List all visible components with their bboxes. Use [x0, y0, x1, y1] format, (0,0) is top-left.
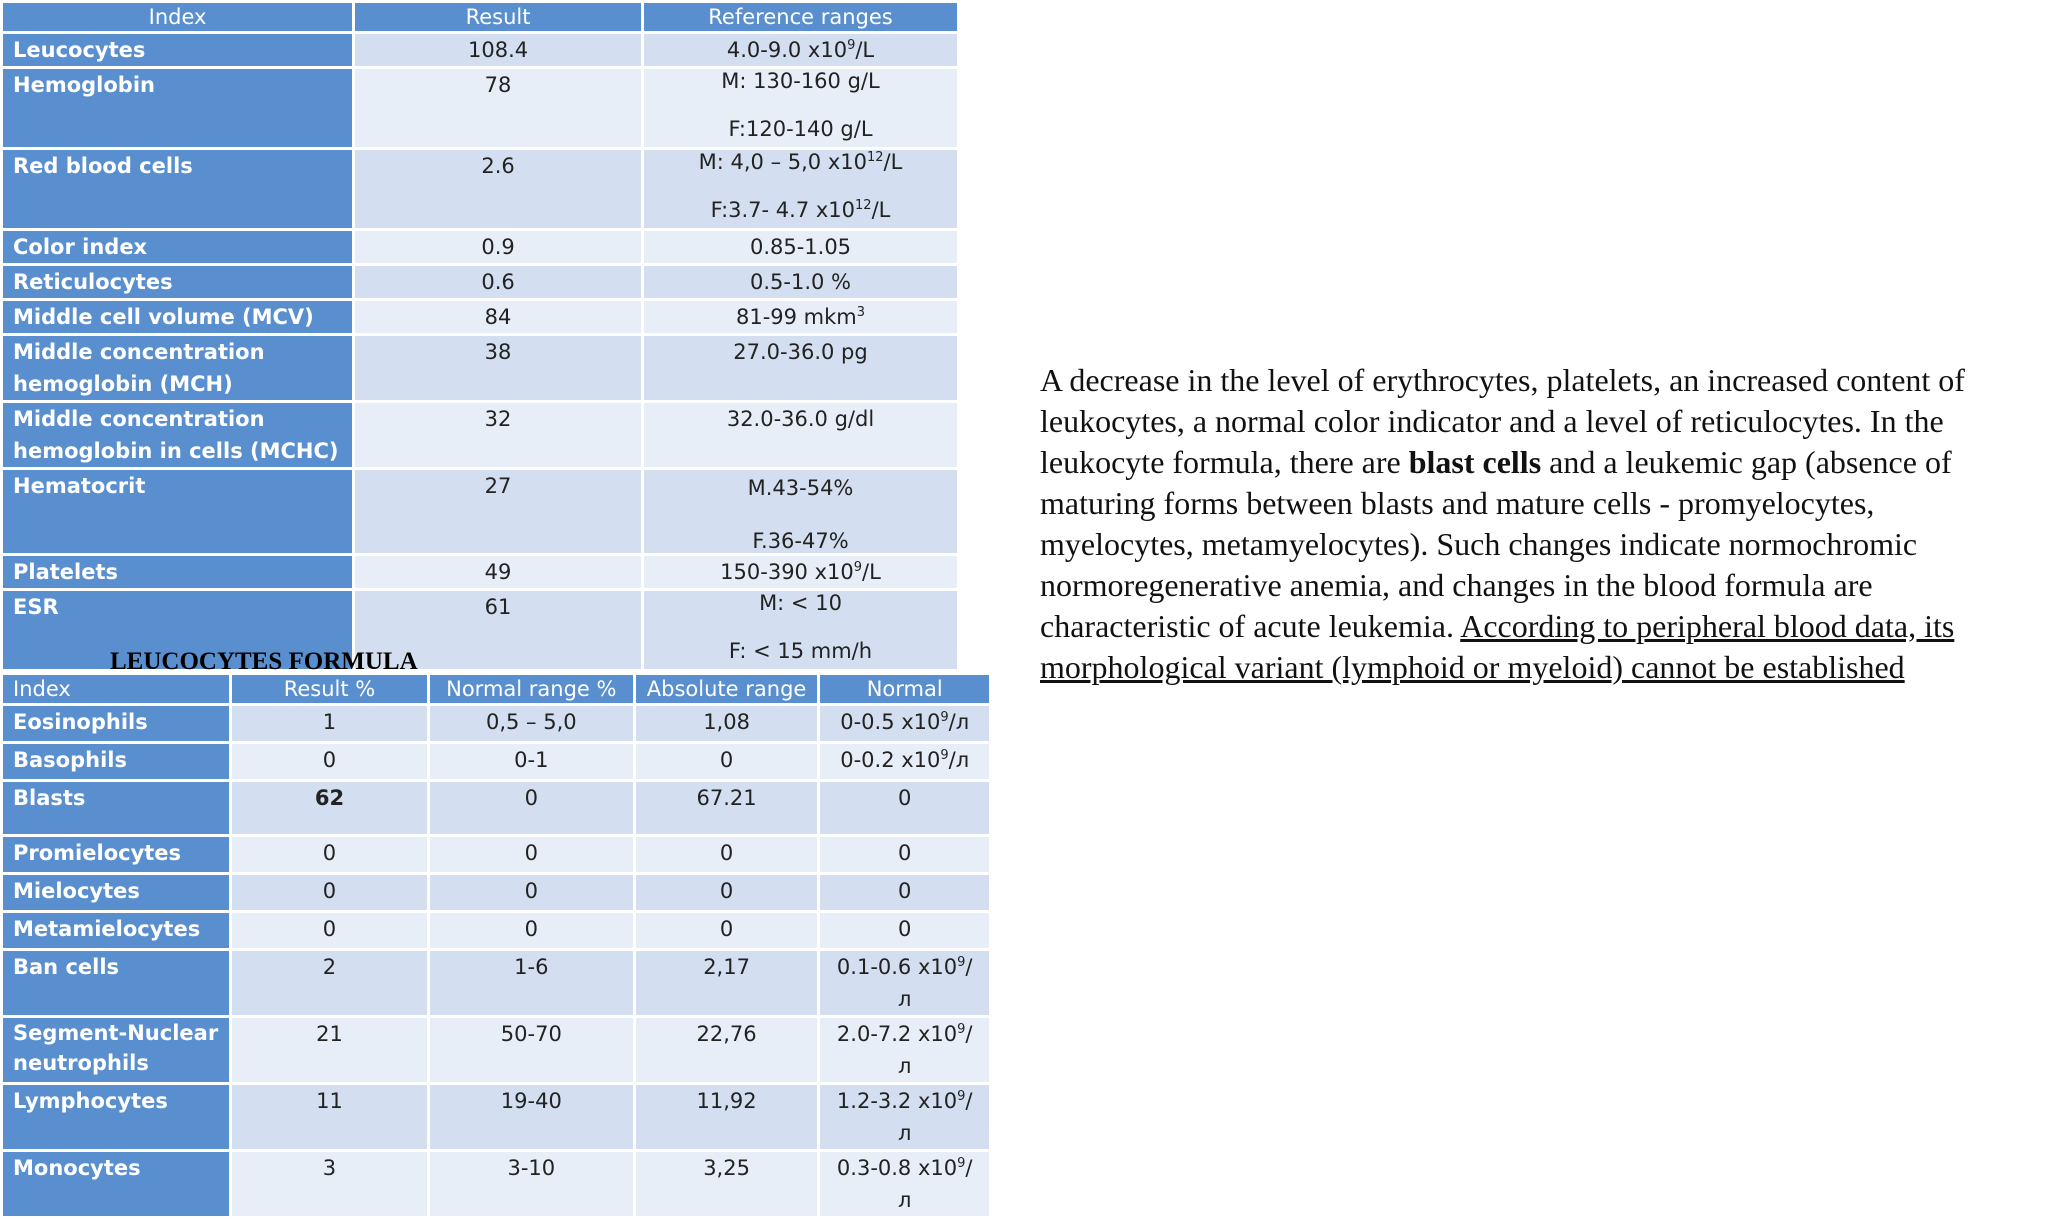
- normal-range: 50-70: [430, 1018, 633, 1082]
- conclusion-underlined: According to peripheral blood data, its morphological variant (lymphoid or myeloid) cannot be established: [1040, 608, 1955, 685]
- row-label: Hemoglobin: [3, 69, 352, 147]
- normal-value: 0.3-0.8 $x10^9/л$: [820, 1152, 989, 1216]
- row-label: Middle cell volume (MCV): [3, 301, 352, 333]
- column-header-result: Result: [355, 3, 641, 31]
- absolute-range: 3,25: [636, 1152, 818, 1216]
- formula-row: [3, 1085, 989, 1149]
- result-value: 38: [355, 336, 641, 400]
- column-header-result-percent: Result %: [232, 675, 427, 703]
- normal-range: 0: [430, 782, 633, 834]
- normal-value: 0: [820, 782, 989, 834]
- formula-row: [3, 875, 989, 910]
- table-row: [3, 403, 957, 467]
- reference-range: 0.85-1.05: [644, 231, 957, 263]
- row-label: Mielocytes: [3, 875, 229, 910]
- result-value: 84: [355, 301, 641, 333]
- result-percent: 62: [232, 782, 427, 834]
- absolute-range: 2,17: [636, 951, 818, 1015]
- leucocytes-formula-title: LEUCOCYTES FORMULA: [110, 648, 418, 675]
- result-value: 49: [355, 556, 641, 588]
- column-header-index: Index: [3, 3, 352, 31]
- result-value: 32: [355, 403, 641, 467]
- table-row: [3, 231, 957, 263]
- row-label: Reticulocytes: [3, 266, 352, 298]
- row-label: Hematocrit: [3, 470, 352, 553]
- result-percent: 0: [232, 913, 427, 948]
- blood-test-table: [0, 0, 960, 672]
- row-label: Middle concentration hemoglobin in cells (MCHC): [3, 403, 352, 467]
- row-label: Segment-Nuclear neutrophils: [3, 1018, 229, 1082]
- column-header-normal: Normal: [820, 675, 989, 703]
- formula-row: [3, 913, 989, 948]
- result-percent: 0: [232, 837, 427, 872]
- normal-range: 3-10: [430, 1152, 633, 1216]
- table-row: [3, 336, 957, 400]
- blast-cells-emphasis: blast cells: [1408, 444, 1542, 480]
- result-percent: 0: [232, 744, 427, 779]
- normal-range: 0: [430, 875, 633, 910]
- absolute-range: 0: [636, 875, 818, 910]
- normal-value: 0.1-0.6 $x10^9/л$: [820, 951, 989, 1015]
- leucocytes-formula-table: [0, 672, 992, 1219]
- row-label: Platelets: [3, 556, 352, 588]
- table-row: [3, 556, 957, 588]
- column-header-reference: Reference ranges: [644, 3, 957, 31]
- row-label: Monocytes: [3, 1152, 229, 1216]
- formula-row: [3, 706, 989, 741]
- normal-range: 0-1: [430, 744, 633, 779]
- normal-value: 1.2-3.2 $x10^9/л$: [820, 1085, 989, 1149]
- reference-range: M: < 10 F: < 15 mm/h: [644, 591, 957, 669]
- row-label: Lymphocytes: [3, 1085, 229, 1149]
- row-label: Red blood cells: [3, 150, 352, 228]
- normal-value: 0: [820, 837, 989, 872]
- row-label: Blasts: [3, 782, 229, 834]
- normal-range: 0,5 – 5,0: [430, 706, 633, 741]
- column-header-normal-range: Normal range %: [430, 675, 633, 703]
- reference-range: M: 130-160 g/L F:120-140 g/L: [644, 69, 957, 147]
- formula-row: [3, 1152, 989, 1216]
- column-header-index: Index: [3, 675, 229, 703]
- formula-row: [3, 837, 989, 872]
- result-percent: 0: [232, 875, 427, 910]
- reference-range: 150-390 $x10^9/L$: [644, 556, 957, 588]
- table-row: [3, 34, 957, 66]
- row-label: Metamielocytes: [3, 913, 229, 948]
- row-label: Leucocytes: [3, 34, 352, 66]
- result-value: 61: [355, 591, 641, 669]
- normal-value: 0-0.5 $x10^9/л$: [820, 706, 989, 741]
- reference-range: M: 4,0 – 5,0 $x10^{12}/L$ F:3.7- 4.7 $x10^{12}/L$: [644, 150, 957, 228]
- table-row: [3, 69, 957, 147]
- result-value: 0.9: [355, 231, 641, 263]
- summary-paragraph: A decrease in the level of erythrocytes, platelets, an increased content of leukocytes, a normal color indicator and a level of reticulocytes. In the leukocyte formula, there are blast cells and a leukemic gap (absence of maturing forms between blasts and mature cells - promyelocytes, myelocytes, metamyelocytes). Such changes indicate normochromic normoregenerative anemia, and changes in the blood formula are characteristic of acute leukemia. According to peripheral blood data, its morphological variant (lymphoid or myeloid) cannot be established: [1040, 362, 1965, 685]
- result-percent: 2: [232, 951, 427, 1015]
- result-percent: 1: [232, 706, 427, 741]
- table-row: [3, 470, 957, 553]
- reference-range: M.43-54% F.36-47%: [644, 470, 957, 553]
- row-label: Promielocytes: [3, 837, 229, 872]
- result-value: 2.6: [355, 150, 641, 228]
- table-row: [3, 266, 957, 298]
- result-percent: 21: [232, 1018, 427, 1082]
- result-percent: 3: [232, 1152, 427, 1216]
- normal-value: 2.0-7.2 $x10^9/л$: [820, 1018, 989, 1082]
- result-percent: 11: [232, 1085, 427, 1149]
- row-label: Basophils: [3, 744, 229, 779]
- formula-row: [3, 951, 989, 1015]
- result-value: 0.6: [355, 266, 641, 298]
- formula-row: [3, 782, 989, 834]
- reference-range: 27.0-36.0 pg: [644, 336, 957, 400]
- reference-range: 4.0-9.0 $x10^9/L$: [644, 34, 957, 66]
- reference-range: 0.5-1.0 %: [644, 266, 957, 298]
- column-header-absolute-range: Absolute range: [636, 675, 818, 703]
- absolute-range: 67.21: [636, 782, 818, 834]
- formula-row: [3, 744, 989, 779]
- normal-range: 1-6: [430, 951, 633, 1015]
- normal-range: 0: [430, 837, 633, 872]
- normal-range: 19-40: [430, 1085, 633, 1149]
- absolute-range: 0: [636, 913, 818, 948]
- absolute-range: 0: [636, 837, 818, 872]
- result-value: 108.4: [355, 34, 641, 66]
- result-value: 78: [355, 69, 641, 147]
- reference-range: 32.0-36.0 g/dl: [644, 403, 957, 467]
- row-label: ESR: [3, 591, 352, 669]
- row-label: Eosinophils: [3, 706, 229, 741]
- normal-value: 0: [820, 875, 989, 910]
- row-label: Ban cells: [3, 951, 229, 1015]
- result-value: 27: [355, 470, 641, 553]
- absolute-range: 0: [636, 744, 818, 779]
- row-label: Middle concentration hemoglobin (MCH): [3, 336, 352, 400]
- normal-range: 0: [430, 913, 633, 948]
- normal-value: 0: [820, 913, 989, 948]
- table-row: [3, 301, 957, 333]
- formula-row: [3, 1018, 989, 1082]
- reference-range: 81-99 mkm$^3$: [644, 301, 957, 333]
- normal-value: 0-0.2 $x10^9/л$: [820, 744, 989, 779]
- absolute-range: 22,76: [636, 1018, 818, 1082]
- absolute-range: 11,92: [636, 1085, 818, 1149]
- absolute-range: 1,08: [636, 706, 818, 741]
- table-row: [3, 150, 957, 228]
- row-label: Color index: [3, 231, 352, 263]
